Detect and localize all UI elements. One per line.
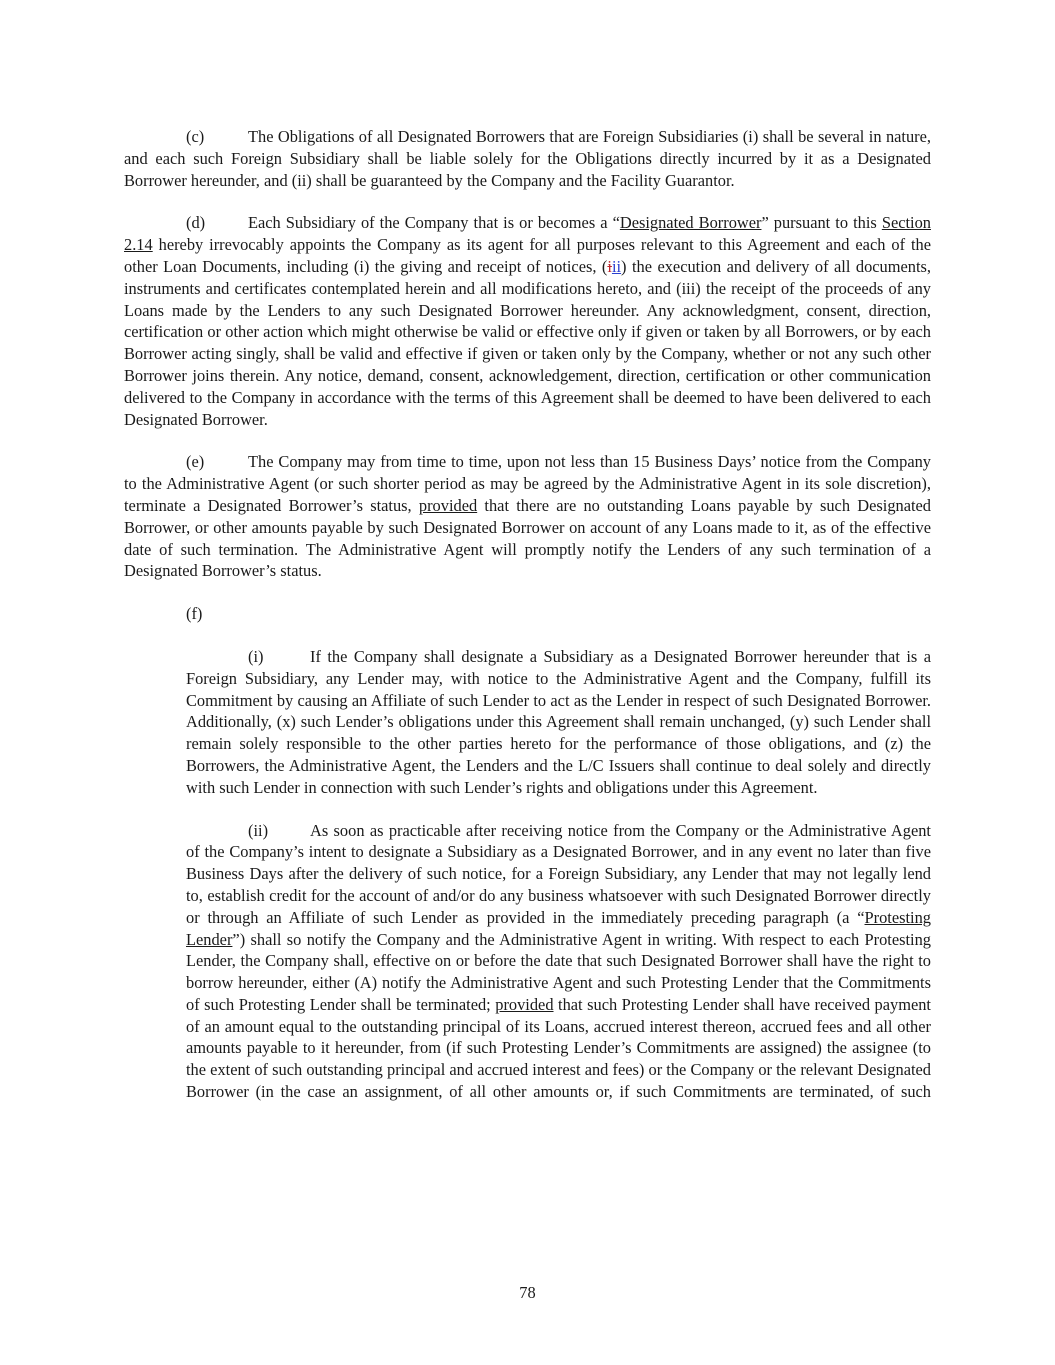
inserted-text: ii [611,256,622,276]
paragraph-d-text: ) the execution and delivery of all documents, instruments and certificates contemplated herein and all modifications hereto, and (iii) the receipt of the proceeds of any Loans made by the Lenders to any such Designated Borrower hereunder. Any acknowledgment, consent, direction, certification or other action which might otherwise be valid or effective only if given or taken by all Borrowers, or by each Borrower acting singly, shall be valid and effective if given or taken only by the Company, whether or not any such other Borrower joins therein. Any notice, demand, consent, acknowledgement, direction, certification or other communication delivered to the Company in accordance with the terms of this Agreement shall be deemed to have been delivered to each Designated Borrower. [124,256,931,429]
provided-term: provided [418,495,478,515]
clause-label-f-i: (i) [248,646,264,666]
paragraph-d-text: ” pursuant to this [761,213,882,233]
paragraph-e [124,451,931,582]
paragraph-f-i-text: If the Company shall designate a Subsidiary as a Designated Borrower hereunder that is a Foreign Subsidiary, any Lender may, with notice to the Administrative Agent and the Company, fulfill its Commitment by causing an Affiliate of such Lender to act as the Lender in respect of such Designated Borrower. Additionally, (x) such Lender’s obligations under this Agreement shall remain unchanged, (y) such Lender shall remain solely responsible to the other parties hereto for the performance of those obligations, and (z) the Borrowers, the Administrative Agent, the Lenders and the L/C Issuers shall continue to deal solely and directly with such Lender in connection with such Lender’s rights and obligations under this Agreement. [186,646,931,797]
defined-term-designated-borrower: Designated Borrower [619,213,762,233]
defined-term-protesting-lender: Protesting Lender [186,907,931,949]
paragraph-c [124,126,931,191]
clause-label-e: (e) [186,452,205,472]
clause-label-c: (c) [186,127,205,146]
paragraph-f-i [186,646,931,799]
paragraph-d-text: Each Subsidiary of the Company that is or becomes a “ [248,213,620,233]
clause-label-f: (f) [186,604,203,624]
paragraph-c-text: The Obligations of all Designated Borrowers that are Foreign Subsidiaries (i) shall be several in nature, and each such Foreign Subsidiary shall be liable solely for the Obligations directly incurred by it as a Designated Borrower hereunder, and (ii) shall be guaranteed by the Company and the Facility Guarantor. [124,127,931,190]
paragraph-d-text: hereby irrevocably appoints the Company as its agent for all purposes relevant to this Agreement and each of the other Loan Documents, including (i) the giving and receipt of notices, ( [124,235,931,276]
paragraph-d [124,212,931,430]
paragraph-f [124,603,931,625]
section-reference: Section 2.14 [124,213,931,255]
provided-term: provided [495,994,554,1014]
paragraph-e-text: that there are no outstanding Loans payable by such Designated Borrower, or other amounts payable by such Designated Borrower on account of any Loans made to it, as of the effective date of such termination. The Administrative Agent will promptly notify the Lenders of any such termination of a Designated Borrower’s status. [124,495,932,581]
document-page [124,126,931,1124]
paragraph-f-ii [186,820,931,1103]
paragraph-e-text: The Company may from time to time, upon not less than 15 Business Days’ notice from the Company to the Administrative Agent (or such shorter period as may be agreed by the Administrative Agent in its sole discretion), terminate a Designated Borrower’s status, [124,452,931,515]
deleted-text: i [607,256,612,276]
paragraph-f-ii-text: ”) shall so notify the Company and the Administrative Agent in writing. With respect to each Protesting Lender, the Company shall, effective on or before the date that such Designated Borrower shall have the right to borrow hereunder, either (A) notify the Administrative Agent and such Protesting Lender that the Commitments of such Protesting Lender shall be terminated; [186,929,931,1014]
page-number: 78 [519,1283,536,1302]
paragraph-f-ii-text: that such Protesting Lender shall have received payment of an amount equal to the outstanding principal of its Loans, accrued interest thereon, accrued fees and all other amounts payable to it hereunder, from (if such Protesting Lender’s Commitments are assigned) the assignee (to the extent of such outstanding principal and accrued interest and fees) or the Company or the relevant Designated Borrower (in the case an assignment, of all other amounts or, if such Commitments are terminated, of such [186,994,931,1102]
clause-label-d: (d) [186,213,206,233]
paragraph-f-ii-text: As soon as practicable after receiving notice from the Company or the Administrative Agent of the Company’s intent to designate a Subsidiary as a Designated Borrower, and in any event no later than five Business Days after the delivery of such notice, for a Foreign Subsidiary, any Lender that may not legally lend to, establish credit for the account of and/or do any business whatsoever with such Designated Borrower directly or through an Affiliate of such Lender as provided in the immediately preceding paragraph (a “ [186,820,931,927]
clause-label-f-ii: (ii) [248,820,269,840]
